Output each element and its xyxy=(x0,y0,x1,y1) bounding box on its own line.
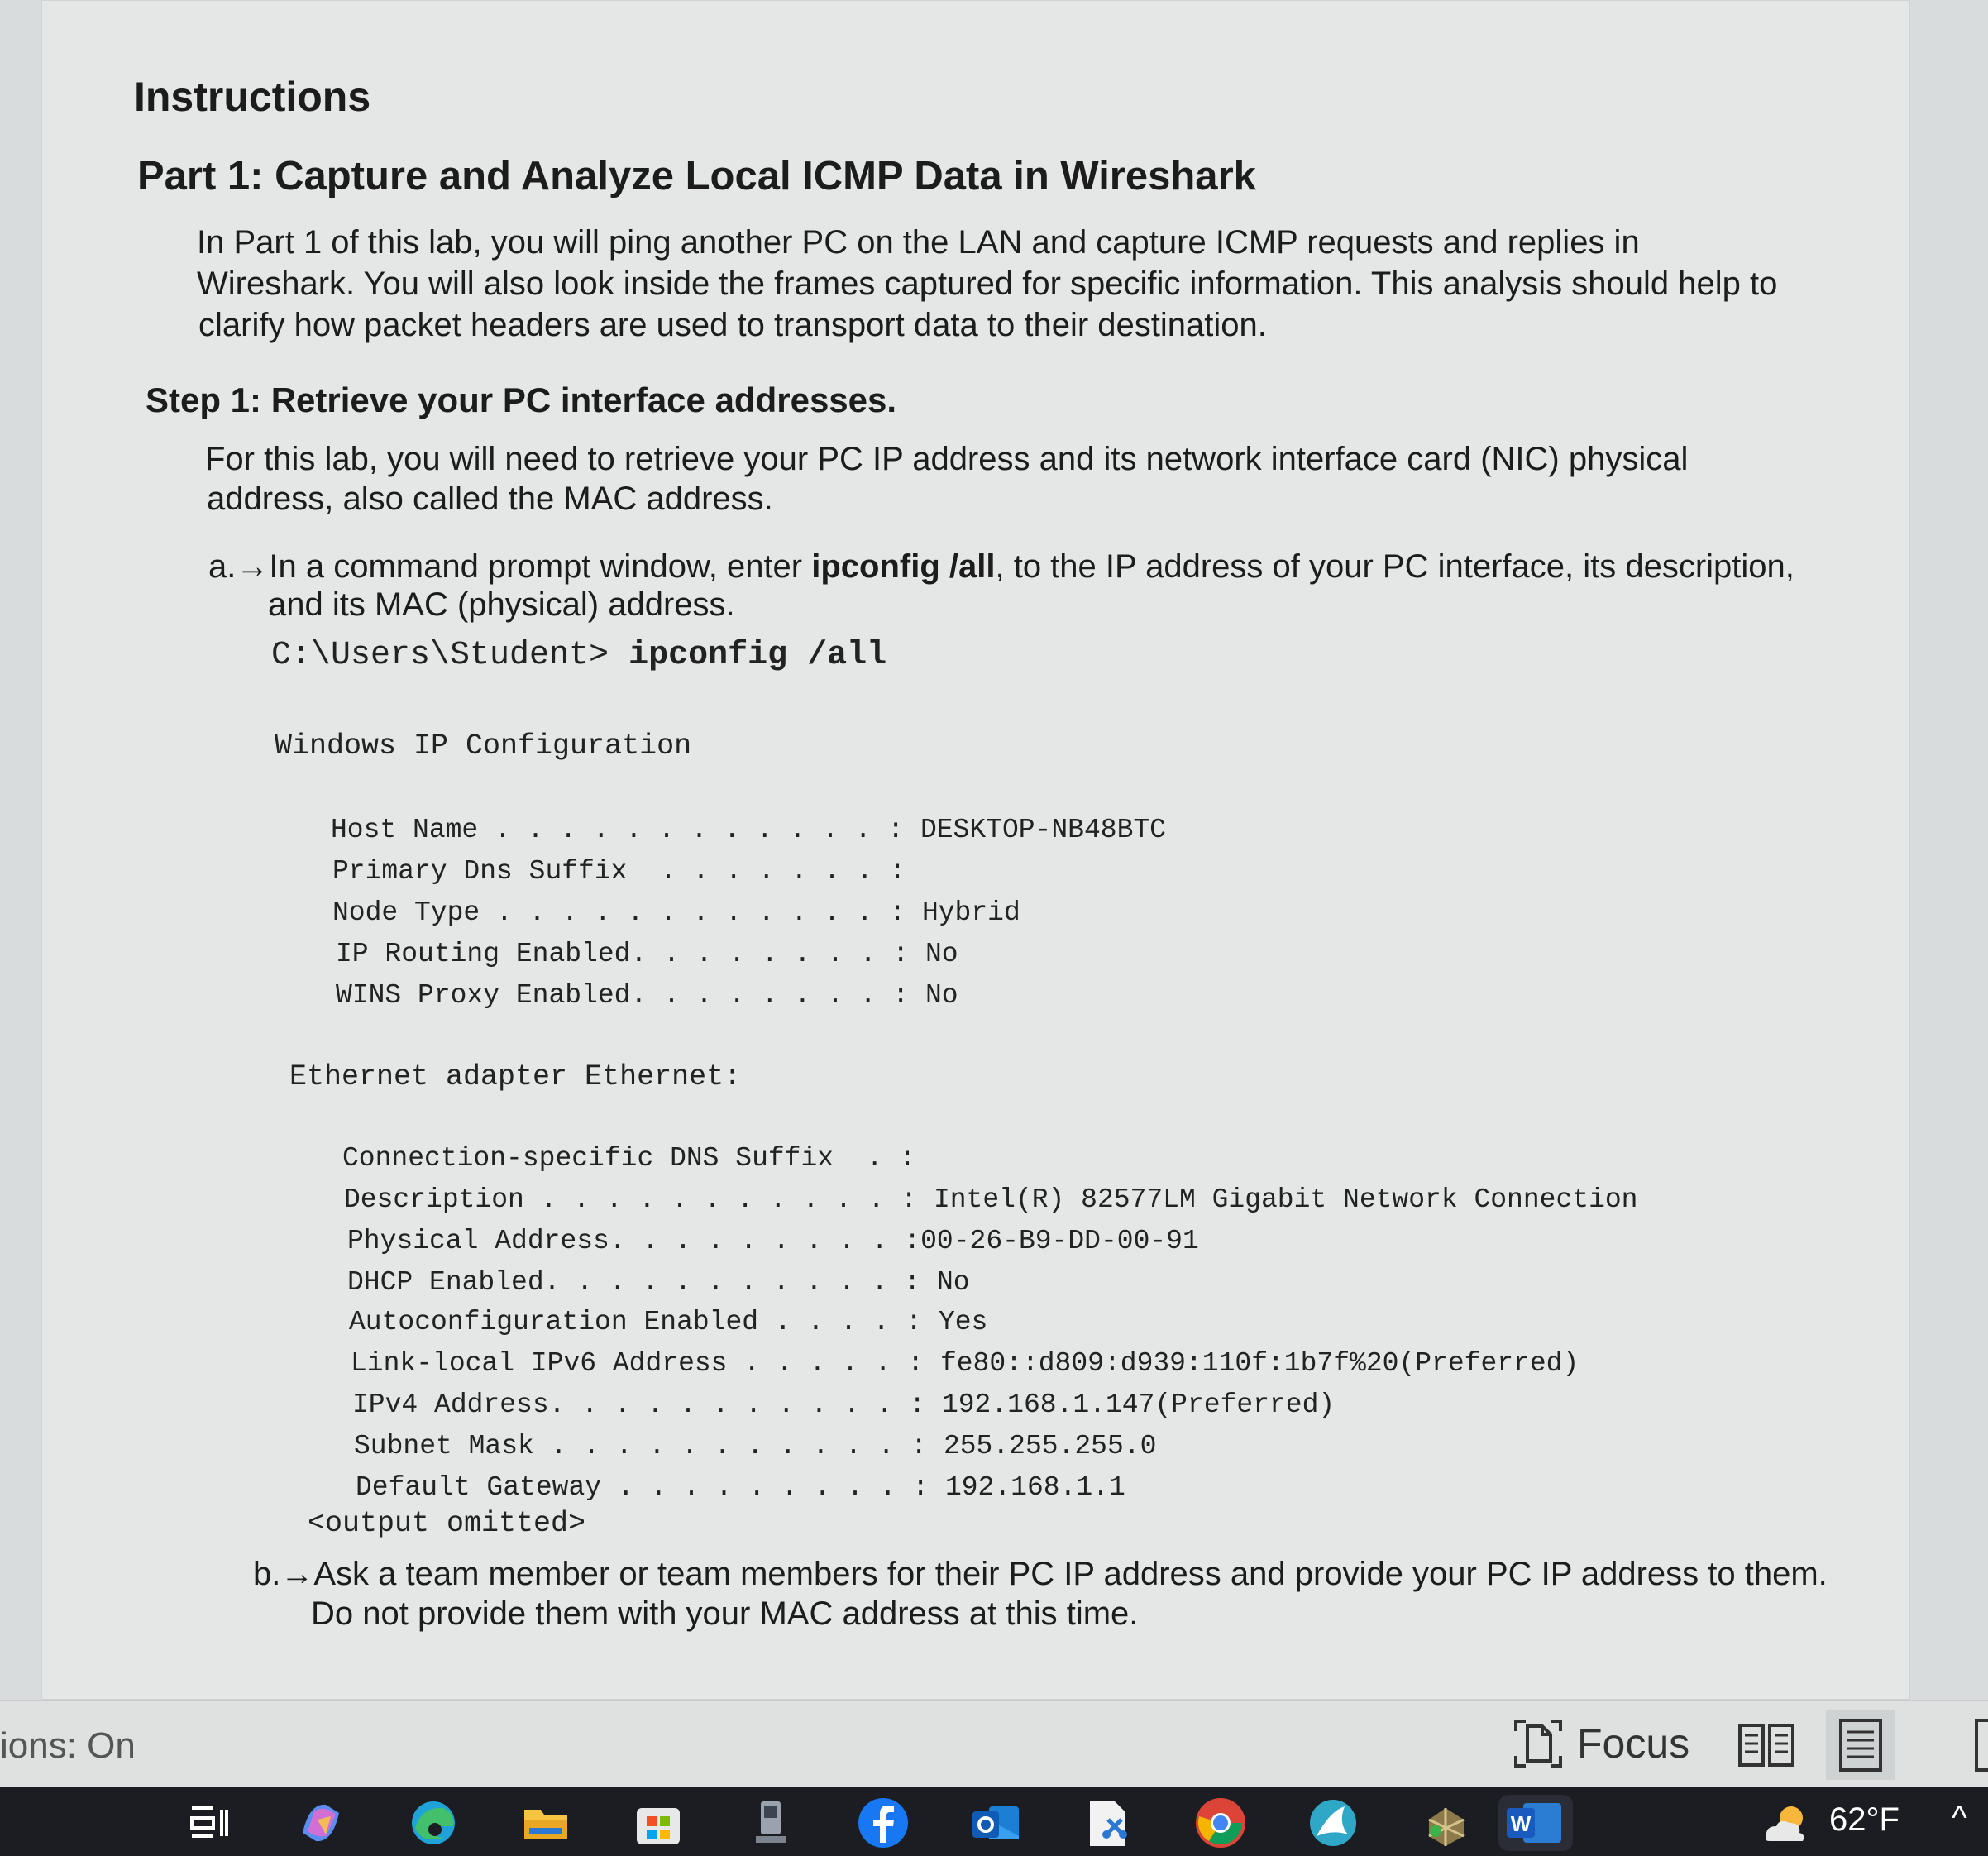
remote-desktop-icon[interactable] xyxy=(743,1795,799,1851)
word-icon-letter: W xyxy=(1510,1811,1532,1836)
print-layout-button[interactable] xyxy=(1826,1710,1895,1780)
read-mode-icon xyxy=(1732,1710,1801,1780)
instructions-heading: Instructions xyxy=(134,74,371,120)
eth-row-value: 192.168.1.147(Preferred) xyxy=(941,1390,1336,1420)
command-line xyxy=(271,637,886,674)
item-a xyxy=(208,546,1794,587)
eth-row-value: No xyxy=(936,1267,970,1298)
word-icon[interactable] xyxy=(1498,1795,1573,1851)
eth-row-value: 255.255.255.0 xyxy=(943,1431,1157,1461)
host-row-label: IP Routing Enabled. . . . . . . . : xyxy=(336,939,910,969)
host-row-value: No xyxy=(925,939,958,969)
eth-row-label: Link-local IPv6 Address . . . . . : xyxy=(351,1348,925,1379)
eth-row-value: 192.168.1.1 xyxy=(944,1472,1125,1503)
eth-row-label: Autoconfiguration Enabled . . . . : xyxy=(349,1307,923,1337)
weather-icon[interactable] xyxy=(1758,1795,1814,1851)
ethernet-adapter-heading: Ethernet adapter Ethernet: xyxy=(289,1060,742,1093)
status-accessibility-text[interactable]: ions: On xyxy=(0,1725,136,1766)
snipping-tool-icon[interactable] xyxy=(1080,1795,1136,1851)
eth-row-label: Default Gateway . . . . . . . . . : xyxy=(356,1472,929,1503)
part1-paragraph-line-1: In Part 1 of this lab, you will ping another PC on the LAN and capture ICMP requests and replies in xyxy=(197,224,1640,261)
item-b-line-1 xyxy=(253,1553,1828,1595)
command-text: ipconfig /all xyxy=(628,637,887,674)
outlook-icon[interactable] xyxy=(968,1795,1024,1851)
step1-paragraph-line-2: address, also called the MAC address. xyxy=(207,481,773,517)
step1-heading: Step 1: Retrieve your PC interface addresses. xyxy=(146,380,897,419)
focus-label: Focus xyxy=(1577,1720,1690,1767)
eth-row-value: Intel(R) 82577LM Gigabit Network Connection xyxy=(933,1184,1638,1215)
print-layout-icon xyxy=(1826,1710,1895,1780)
item-a-command-bold: ipconfig /all xyxy=(811,548,996,585)
host-row xyxy=(332,897,1020,928)
facebook-icon[interactable] xyxy=(855,1795,911,1851)
eth-row-label: IPv4 Address. . . . . . . . . . . : xyxy=(352,1390,926,1420)
read-mode-button[interactable] xyxy=(1732,1710,1801,1780)
show-hidden-icons-chevron-icon[interactable]: ^ xyxy=(1952,1800,1967,1836)
chrome-icon[interactable] xyxy=(1192,1795,1249,1851)
focus-mode-button[interactable] xyxy=(1509,1710,1689,1777)
eth-row-label: Connection-specific DNS Suffix . : xyxy=(342,1143,916,1174)
item-b-line-2: Do not provide them with your MAC address at this time. xyxy=(311,1595,1139,1632)
part1-heading: Part 1: Capture and Analyze Local ICMP Data in Wireshark xyxy=(137,154,1256,199)
host-row-value: Hybrid xyxy=(921,897,1020,928)
item-a-line-2: and its MAC (physical) address. xyxy=(268,586,735,623)
eth-row xyxy=(356,1472,1125,1503)
host-row-value: DESKTOP-NB48BTC xyxy=(920,815,1166,845)
microsoft-store-icon[interactable] xyxy=(630,1795,686,1851)
edge-icon[interactable] xyxy=(405,1795,461,1851)
host-row-label: WINS Proxy Enabled. . . . . . . . : xyxy=(336,980,910,1011)
word-status-bar xyxy=(0,1700,1988,1787)
eth-row-label: Description . . . . . . . . . . . : xyxy=(344,1184,918,1215)
eth-row xyxy=(351,1348,1579,1379)
web-layout-button[interactable] xyxy=(1960,1710,1988,1780)
task-view-icon[interactable] xyxy=(180,1795,237,1851)
host-row-label: Primary Dns Suffix . . . . . . . : xyxy=(332,856,906,887)
eth-row-label: DHCP Enabled. . . . . . . . . . . : xyxy=(347,1267,921,1298)
part1-paragraph-line-2: Wireshark. You will also look inside the frames captured for specific information. This analysis should help to xyxy=(197,265,1778,302)
focus-icon xyxy=(1509,1715,1567,1772)
eth-row xyxy=(352,1390,1335,1420)
file-explorer-icon[interactable] xyxy=(518,1795,574,1851)
host-row xyxy=(336,939,958,969)
host-row-value: No xyxy=(925,980,958,1011)
eth-row-label: Physical Address. . . . . . . . . : xyxy=(347,1226,921,1256)
eth-row-label: Subnet Mask . . . . . . . . . . . : xyxy=(354,1431,928,1461)
step1-paragraph-line-1: For this lab, you will need to retrieve your PC IP address and its network interface card (NIC) physical xyxy=(205,441,1689,477)
item-a-text-post: , to the IP address of your PC interface, its description, xyxy=(995,548,1794,585)
eth-row-value: fe80::d809:d939:110f:1b7f%20(Preferred) xyxy=(939,1348,1579,1379)
eth-row xyxy=(347,1267,970,1298)
item-b-label: b.→ xyxy=(253,1556,314,1592)
item-b-text: Ask a team member or team members for their PC IP address and provide your PC IP address to them. xyxy=(313,1556,1828,1592)
windows-taskbar xyxy=(0,1787,1988,1856)
item-a-label: a.→ xyxy=(208,548,270,585)
web-layout-icon xyxy=(1960,1710,1988,1780)
wireshark-icon[interactable] xyxy=(1305,1795,1361,1851)
part1-paragraph-line-3: clarify how packet headers are used to transport data to their destination. xyxy=(198,307,1267,343)
eth-row xyxy=(347,1226,1199,1256)
host-row-label: Node Type . . . . . . . . . . . . : xyxy=(332,897,906,928)
output-omitted: <output omitted> xyxy=(308,1507,586,1540)
host-row xyxy=(331,815,1166,845)
host-row xyxy=(336,980,958,1011)
item-a-text-pre: In a command prompt window, enter xyxy=(269,548,812,585)
windows-ip-config-title: Windows IP Configuration xyxy=(275,729,692,763)
eth-row xyxy=(354,1431,1156,1461)
eth-row-value: Yes xyxy=(938,1307,988,1337)
eth-row-value: 00-26-B9-DD-00-91 xyxy=(920,1226,1199,1256)
eth-row xyxy=(349,1307,987,1337)
host-row-label: Host Name . . . . . . . . . . . . : xyxy=(331,815,905,845)
weather-temperature[interactable]: 62°F xyxy=(1829,1801,1900,1838)
copilot-icon[interactable] xyxy=(293,1795,349,1851)
network-tool-icon[interactable] xyxy=(1417,1795,1474,1851)
eth-row xyxy=(344,1184,1637,1215)
host-row xyxy=(332,856,922,887)
command-prompt: C:\Users\Student> xyxy=(271,637,629,674)
eth-row xyxy=(342,1143,932,1174)
